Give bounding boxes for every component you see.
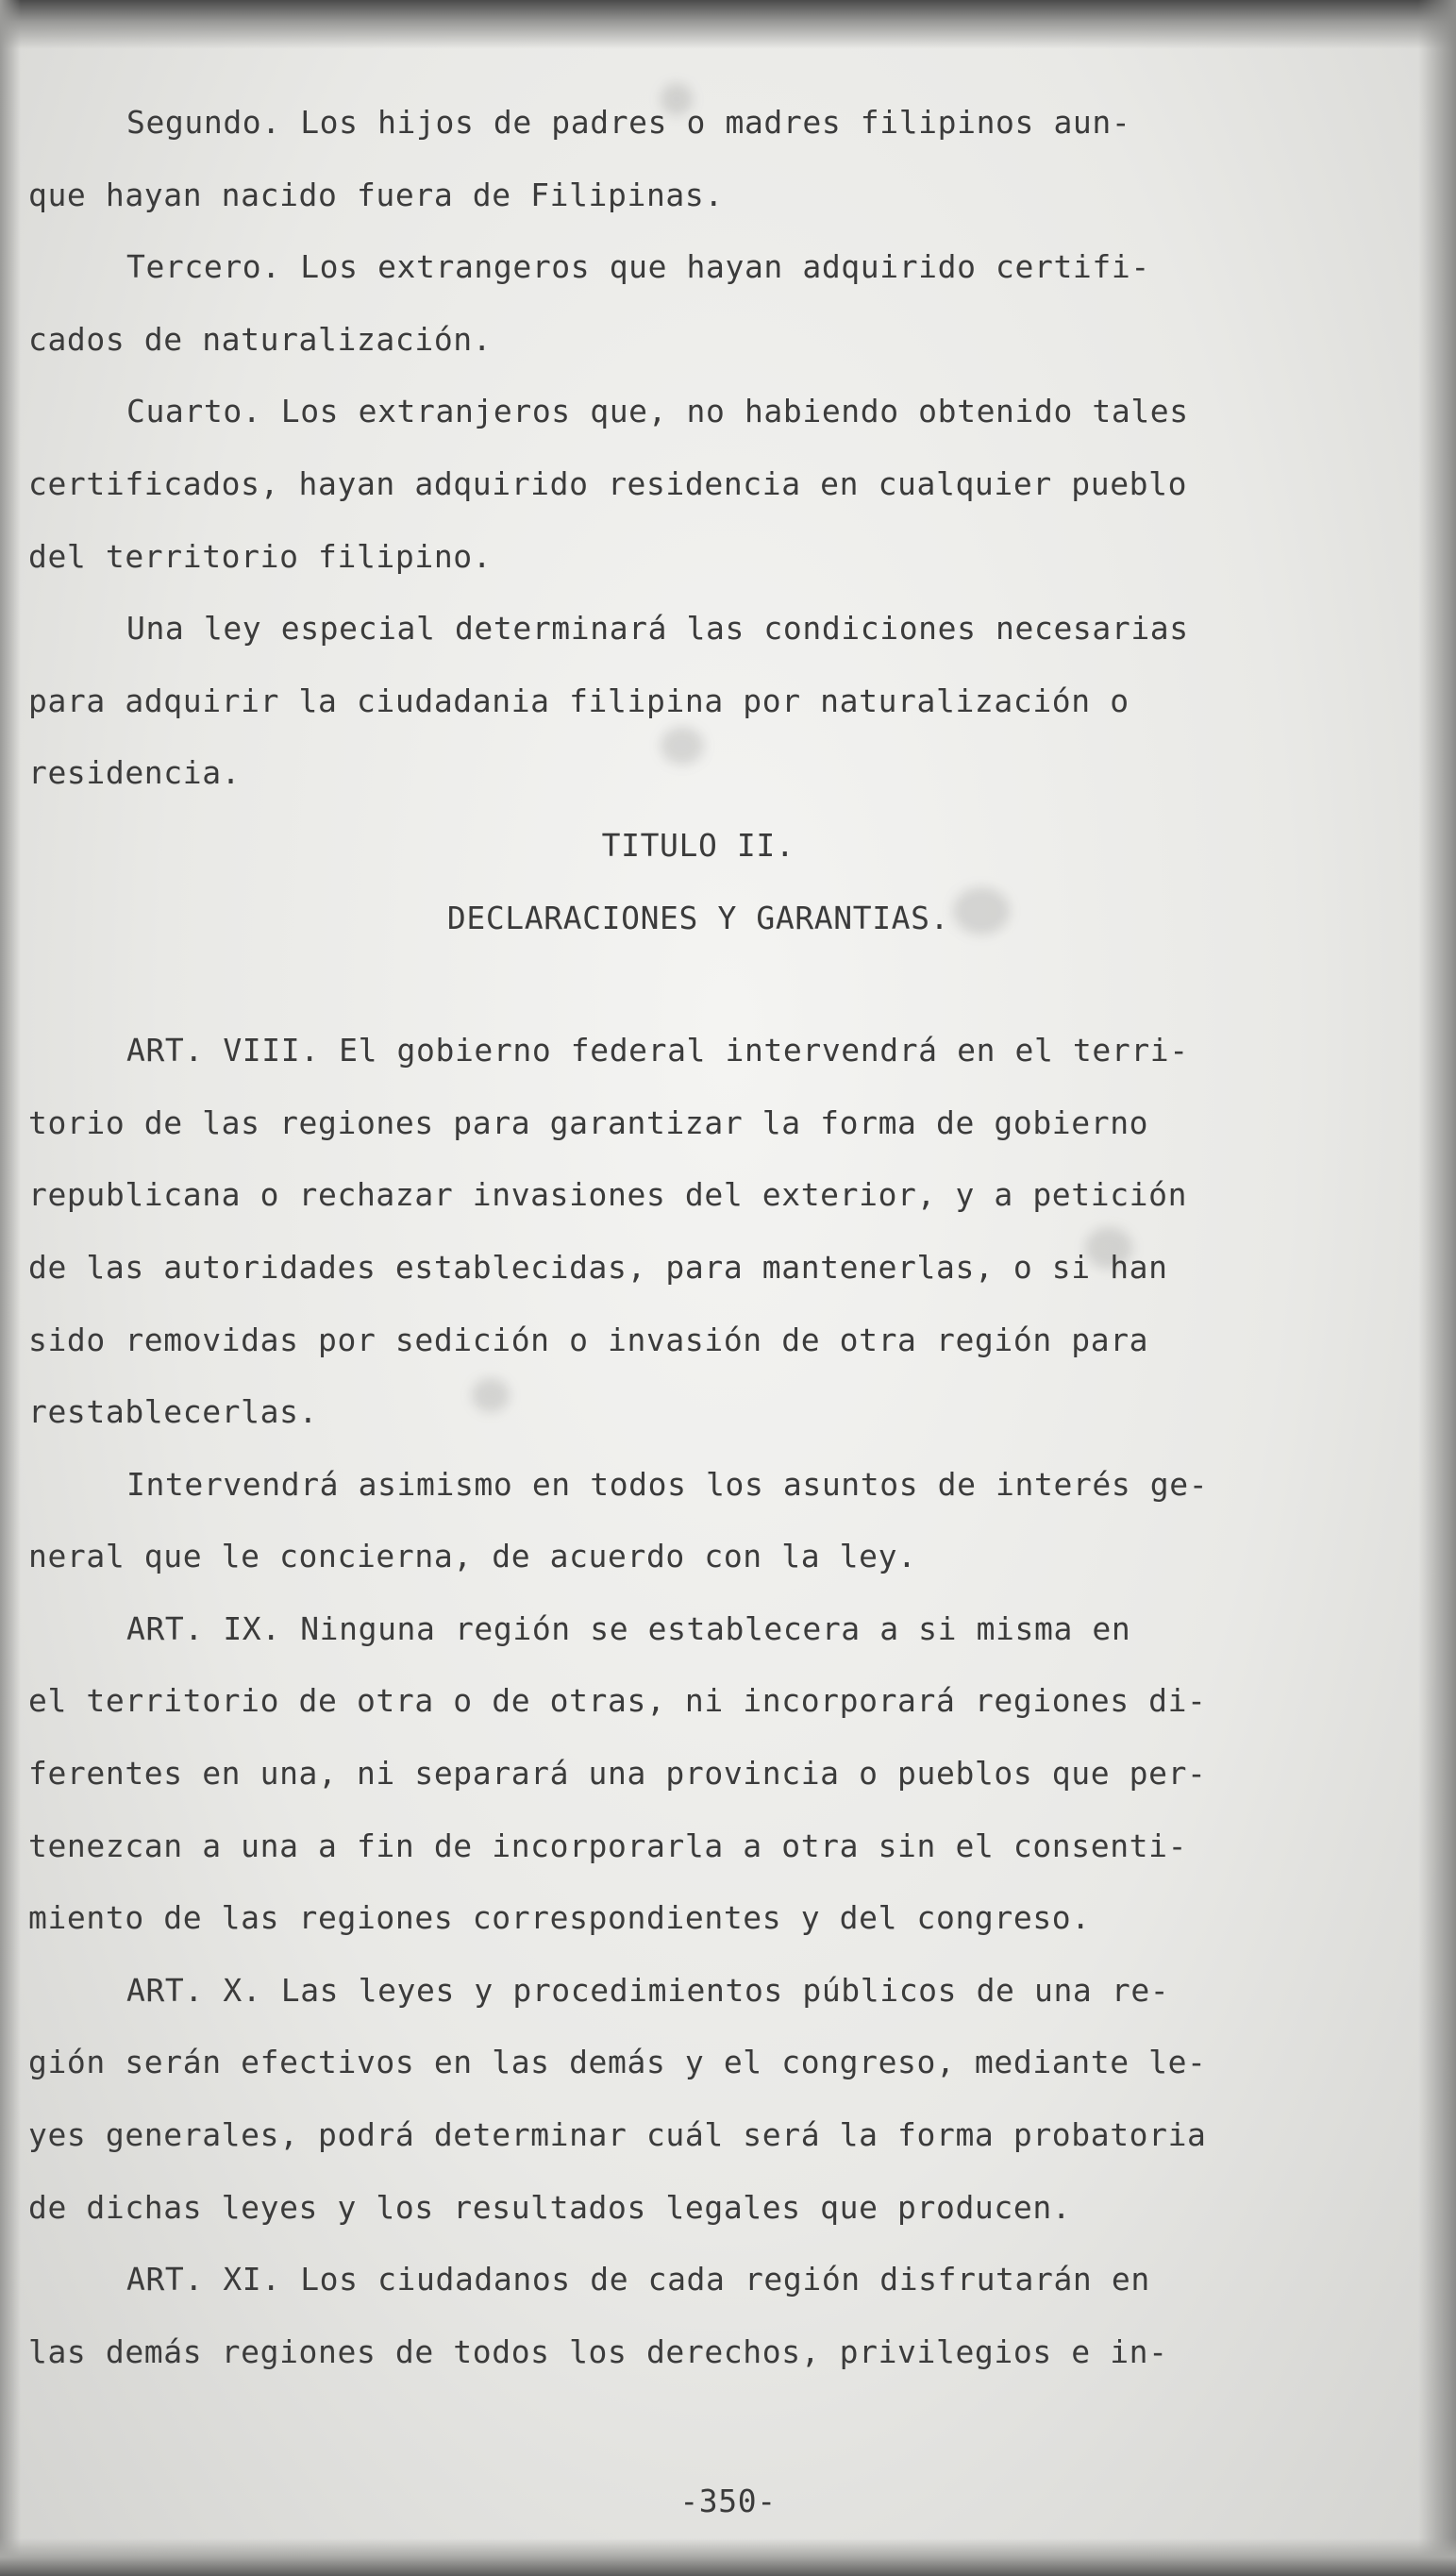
text-line: yes generales, podrá determinar cuál será la forma probatoria: [28, 2116, 1207, 2154]
section-subtitle: DECLARACIONES Y GARANTIAS.: [446, 899, 950, 936]
text-line: ART. X. Las leyes y procedimientos públicos de una re-: [126, 1971, 1170, 2009]
text-line: Una ley especial determinará las condiciones necesarias: [126, 610, 1189, 648]
text-line: restablecerlas.: [28, 1393, 319, 1431]
page-number: -350-: [679, 2483, 777, 2519]
text-line: gión serán efectivos en las demás y el congreso, mediante le-: [28, 2044, 1207, 2081]
section-gap: [28, 954, 1368, 1015]
text-line: ferentes en una, ni separará una provincia o pueblos que per-: [28, 1755, 1207, 1793]
scan-bottom-edge: [0, 2538, 1456, 2576]
text-line: de dichas leyes y los resultados legales que producen.: [28, 2188, 1072, 2226]
text-line: Cuarto. Los extranjeros que, no habiendo obtenido tales: [126, 393, 1189, 430]
text-line: Segundo. Los hijos de padres o madres filipinos aun-: [126, 104, 1131, 141]
text-line: que hayan nacido fuera de Filipinas.: [28, 176, 724, 213]
text-line: ART. XI. Los ciudadanos de cada región disfrutarán en: [126, 2261, 1150, 2298]
text-line: republicana o rechazar invasiones del exterior, y a petición: [28, 1176, 1188, 1214]
text-line: residencia.: [28, 754, 242, 792]
text-line: del territorio filipino.: [28, 537, 493, 575]
section-title: TITULO II.: [601, 826, 795, 864]
text-line: ART. VIII. El gobierno federal intervendrá en el terri-: [126, 1032, 1189, 1069]
text-line: torio de las regiones para garantizar la forma de gobierno: [28, 1103, 1149, 1141]
text-line: el territorio de otra o de otras, ni incorporará regiones di-: [28, 1682, 1207, 1720]
text-line: Intervendrá asimismo en todos los asuntos de interés ge-: [126, 1465, 1209, 1503]
text-line: cados de naturalización.: [28, 320, 493, 358]
scan-left-edge: [0, 0, 21, 2576]
text-line: Tercero. Los extrangeros que hayan adquirido certifi-: [126, 248, 1150, 286]
text-line: ART. IX. Ninguna región se establecera a si misma en: [126, 1609, 1131, 1647]
scan-right-edge: [1418, 0, 1456, 2576]
text-line: sido removidas por sedición o invasión de otra región para: [28, 1321, 1149, 1358]
text-line: para adquirir la ciudadania filipina por naturalización o: [28, 682, 1130, 719]
text-line: miento de las regiones correspondientes y del congreso.: [28, 1899, 1091, 1937]
scan-top-edge: [0, 0, 1456, 49]
text-line: de las autoridades establecidas, para mantenerlas, o si han: [28, 1248, 1168, 1286]
text-line: neral que le concierna, de acuerdo con la ley.: [28, 1538, 917, 1575]
text-line: certificados, hayan adquirido residencia en cualquier pueblo: [28, 464, 1188, 502]
text-line: tenezcan a una a fin de incorporarla a otra sin el consenti-: [28, 1827, 1188, 1864]
text-line: las demás regiones de todos los derechos, privilegios e in-: [28, 2332, 1168, 2370]
document-body: [28, 87, 1368, 2388]
